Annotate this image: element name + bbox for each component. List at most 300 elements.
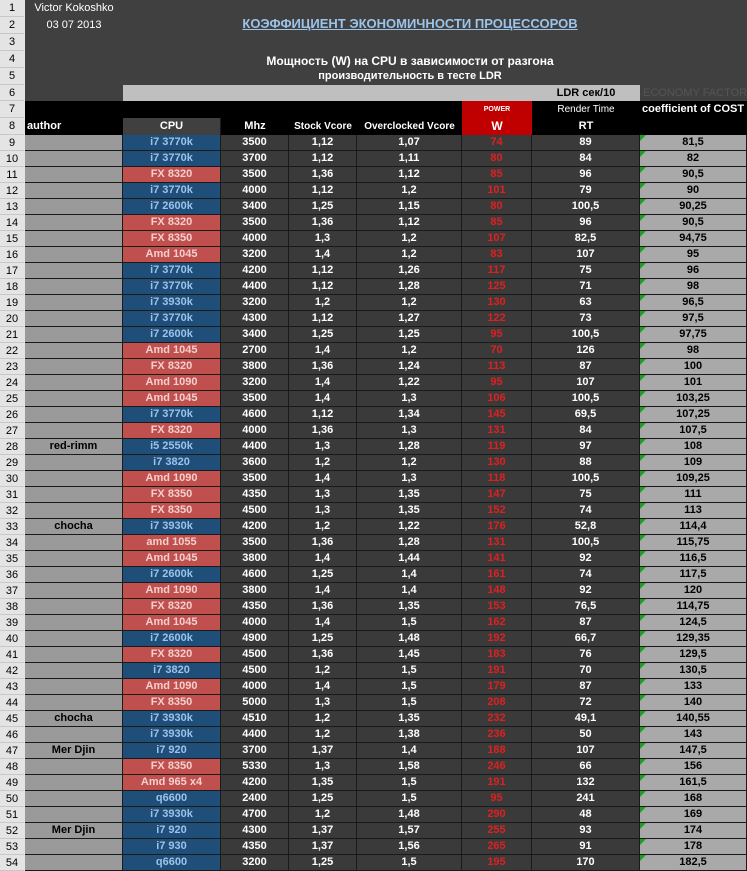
cpu-cell[interactable]: i7 3820	[123, 455, 221, 471]
render-time-cell[interactable]: 82,5	[532, 231, 640, 247]
render-time-cell[interactable]: 87	[532, 359, 640, 375]
cpu-cell[interactable]: q6600	[123, 855, 221, 871]
economy-factor-cell[interactable]	[640, 295, 747, 311]
oc-vcore-cell[interactable]: 1,4	[357, 567, 462, 583]
economy-factor-cell[interactable]	[640, 663, 747, 679]
economy-factor-cell[interactable]	[640, 519, 747, 535]
cpu-cell[interactable]: i7 3930k	[123, 519, 221, 535]
mhz-cell[interactable]: 4000	[221, 183, 289, 199]
row-number[interactable]: 12	[0, 183, 24, 199]
author-cell[interactable]	[25, 311, 123, 327]
mhz-cell[interactable]: 4500	[221, 647, 289, 663]
row-number[interactable]: 5	[0, 68, 24, 85]
cpu-cell[interactable]: FX 8320	[123, 167, 221, 183]
power-cell[interactable]: 95	[462, 375, 532, 391]
mhz-cell[interactable]: 3400	[221, 199, 289, 215]
render-time-cell[interactable]: 75	[532, 263, 640, 279]
render-time-cell[interactable]: 50	[532, 727, 640, 743]
author-cell[interactable]	[25, 199, 123, 215]
cpu-cell[interactable]: Amd 1045	[123, 391, 221, 407]
row-number[interactable]: 4	[0, 51, 24, 68]
mhz-cell[interactable]: 4500	[221, 503, 289, 519]
oc-vcore-cell[interactable]: 1,27	[357, 311, 462, 327]
render-time-cell[interactable]: 91	[532, 839, 640, 855]
mhz-cell[interactable]: 4900	[221, 631, 289, 647]
stock-vcore-cell[interactable]: 1,36	[289, 423, 357, 439]
stock-vcore-cell[interactable]: 1,36	[289, 647, 357, 663]
row-number[interactable]: 3	[0, 34, 24, 51]
power-cell[interactable]: 179	[462, 679, 532, 695]
render-time-cell[interactable]: 52,8	[532, 519, 640, 535]
oc-vcore-cell[interactable]: 1,5	[357, 791, 462, 807]
economy-factor-cell[interactable]	[640, 263, 747, 279]
economy-factor-cell[interactable]	[640, 759, 747, 775]
stock-vcore-cell[interactable]: 1,4	[289, 551, 357, 567]
row-number[interactable]: 24	[0, 375, 24, 391]
stock-vcore-cell[interactable]: 1,37	[289, 839, 357, 855]
cpu-cell[interactable]: i7 3770k	[123, 135, 221, 151]
date-cell[interactable]: 03 07 2013	[25, 17, 123, 34]
power-cell[interactable]: 85	[462, 215, 532, 231]
stock-vcore-cell[interactable]: 1,35	[289, 775, 357, 791]
author-cell[interactable]	[25, 503, 123, 519]
economy-factor-cell[interactable]	[640, 407, 747, 423]
economy-factor-cell[interactable]	[640, 423, 747, 439]
mhz-cell[interactable]: 4350	[221, 487, 289, 503]
oc-vcore-cell[interactable]: 1,28	[357, 279, 462, 295]
stock-vcore-cell[interactable]: 1,36	[289, 535, 357, 551]
render-time-cell[interactable]: 87	[532, 679, 640, 695]
cpu-cell[interactable]: i7 3820	[123, 663, 221, 679]
row-number[interactable]: 2	[0, 17, 24, 34]
render-time-cell[interactable]: 100,5	[532, 327, 640, 343]
stock-vcore-cell[interactable]: 1,12	[289, 151, 357, 167]
author-cell[interactable]	[25, 647, 123, 663]
render-time-cell[interactable]: 48	[532, 807, 640, 823]
cpu-cell[interactable]: i7 3770k	[123, 263, 221, 279]
render-time-cell[interactable]: 66	[532, 759, 640, 775]
cpu-cell[interactable]: i7 3770k	[123, 151, 221, 167]
economy-factor-cell[interactable]	[640, 855, 747, 871]
oc-vcore-cell[interactable]: 1,26	[357, 263, 462, 279]
row-number[interactable]: 42	[0, 663, 24, 679]
oc-vcore-cell[interactable]: 1,24	[357, 359, 462, 375]
render-time-cell[interactable]: 92	[532, 551, 640, 567]
author-cell[interactable]	[25, 471, 123, 487]
author-cell[interactable]	[25, 567, 123, 583]
power-cell[interactable]: 183	[462, 647, 532, 663]
mhz-cell[interactable]: 4400	[221, 279, 289, 295]
cpu-cell[interactable]: i5 2550k	[123, 439, 221, 455]
row-number[interactable]: 20	[0, 311, 24, 327]
mhz-cell[interactable]: 3500	[221, 391, 289, 407]
economy-factor-cell[interactable]	[640, 167, 747, 183]
economy-factor-cell[interactable]	[640, 727, 747, 743]
stock-vcore-cell[interactable]: 1,12	[289, 311, 357, 327]
oc-vcore-cell[interactable]: 1,22	[357, 375, 462, 391]
author-cell[interactable]	[25, 551, 123, 567]
mhz-cell[interactable]: 4350	[221, 599, 289, 615]
cpu-cell[interactable]: q6600	[123, 791, 221, 807]
mhz-cell[interactable]: 5000	[221, 695, 289, 711]
row-number[interactable]: 23	[0, 359, 24, 375]
render-time-cell[interactable]: 100,5	[532, 535, 640, 551]
render-time-cell[interactable]: 72	[532, 695, 640, 711]
oc-vcore-cell[interactable]: 1,4	[357, 743, 462, 759]
mhz-cell[interactable]: 4300	[221, 823, 289, 839]
stock-vcore-cell[interactable]: 1,37	[289, 823, 357, 839]
author-cell[interactable]	[25, 135, 123, 151]
mhz-cell[interactable]: 4510	[221, 711, 289, 727]
mhz-cell[interactable]: 3500	[221, 167, 289, 183]
render-time-label[interactable]: Render Time	[532, 101, 640, 118]
power-cell[interactable]: 85	[462, 167, 532, 183]
stock-vcore-cell[interactable]: 1,3	[289, 487, 357, 503]
author-cell[interactable]	[25, 167, 123, 183]
oc-vcore-cell[interactable]: 1,38	[357, 727, 462, 743]
stock-vcore-cell[interactable]: 1,12	[289, 263, 357, 279]
power-cell[interactable]: 131	[462, 535, 532, 551]
row-number[interactable]: 31	[0, 487, 24, 503]
row-number[interactable]: 11	[0, 167, 24, 183]
author-cell[interactable]	[25, 855, 123, 871]
oc-vcore-cell[interactable]: 1,35	[357, 711, 462, 727]
oc-vcore-cell[interactable]: 1,35	[357, 503, 462, 519]
economy-factor-cell[interactable]	[640, 535, 747, 551]
render-time-cell[interactable]: 132	[532, 775, 640, 791]
author-cell[interactable]	[25, 391, 123, 407]
economy-factor-cell[interactable]	[640, 487, 747, 503]
row-number[interactable]: 39	[0, 615, 24, 631]
power-cell[interactable]: 148	[462, 583, 532, 599]
power-cell[interactable]: 255	[462, 823, 532, 839]
cpu-cell[interactable]: i7 3770k	[123, 279, 221, 295]
render-time-cell[interactable]: 93	[532, 823, 640, 839]
row-number[interactable]: 41	[0, 647, 24, 663]
stock-vcore-cell[interactable]: 1,2	[289, 727, 357, 743]
economy-factor-cell[interactable]	[640, 807, 747, 823]
render-time-cell[interactable]: 66,7	[532, 631, 640, 647]
coefficient-label[interactable]: coefficient of COST	[640, 101, 747, 118]
economy-factor-cell[interactable]	[640, 375, 747, 391]
oc-vcore-cell[interactable]: 1,5	[357, 615, 462, 631]
mhz-cell[interactable]: 5330	[221, 759, 289, 775]
render-time-cell[interactable]: 170	[532, 855, 640, 871]
row-number[interactable]: 26	[0, 407, 24, 423]
author-cell[interactable]	[25, 535, 123, 551]
oc-vcore-cell[interactable]: 1,22	[357, 519, 462, 535]
power-small-label[interactable]: POWER	[462, 101, 532, 118]
col-header-mhz[interactable]: Mhz	[221, 118, 289, 135]
author-cell[interactable]	[25, 727, 123, 743]
author-cell[interactable]	[25, 375, 123, 391]
row-number[interactable]: 36	[0, 567, 24, 583]
oc-vcore-cell[interactable]: 1,12	[357, 167, 462, 183]
render-time-cell[interactable]: 70	[532, 663, 640, 679]
stock-vcore-cell[interactable]: 1,36	[289, 167, 357, 183]
economy-factor-cell[interactable]	[640, 615, 747, 631]
economy-factor-cell[interactable]	[640, 599, 747, 615]
power-cell[interactable]: 119	[462, 439, 532, 455]
author-cell[interactable]: Mer Djin	[25, 743, 123, 759]
oc-vcore-cell[interactable]: 1,11	[357, 151, 462, 167]
render-time-cell[interactable]: 96	[532, 215, 640, 231]
mhz-cell[interactable]: 4000	[221, 231, 289, 247]
render-time-cell[interactable]: 100,5	[532, 199, 640, 215]
cpu-cell[interactable]: Amd 1090	[123, 471, 221, 487]
oc-vcore-cell[interactable]: 1,35	[357, 599, 462, 615]
row-number[interactable]: 40	[0, 631, 24, 647]
col-header-stock[interactable]: Stock Vcore	[289, 118, 357, 135]
oc-vcore-cell[interactable]: 1,2	[357, 295, 462, 311]
row-number[interactable]: 14	[0, 215, 24, 231]
oc-vcore-cell[interactable]: 1,5	[357, 695, 462, 711]
author-cell[interactable]	[25, 487, 123, 503]
row-number[interactable]: 7	[0, 101, 24, 118]
economy-factor-cell[interactable]	[640, 679, 747, 695]
economy-factor-cell[interactable]	[640, 791, 747, 807]
stock-vcore-cell[interactable]: 1,4	[289, 615, 357, 631]
row-number[interactable]: 21	[0, 327, 24, 343]
stock-vcore-cell[interactable]: 1,12	[289, 135, 357, 151]
power-cell[interactable]: 188	[462, 743, 532, 759]
row-number[interactable]: 10	[0, 151, 24, 167]
power-cell[interactable]: 145	[462, 407, 532, 423]
render-time-cell[interactable]: 97	[532, 439, 640, 455]
power-cell[interactable]: 232	[462, 711, 532, 727]
mhz-cell[interactable]: 3400	[221, 327, 289, 343]
power-cell[interactable]: 125	[462, 279, 532, 295]
stock-vcore-cell[interactable]: 1,4	[289, 679, 357, 695]
row-number[interactable]: 33	[0, 519, 24, 535]
author-cell[interactable]	[25, 359, 123, 375]
cpu-cell[interactable]: FX 8320	[123, 215, 221, 231]
mhz-cell[interactable]: 3200	[221, 295, 289, 311]
mhz-cell[interactable]: 2400	[221, 791, 289, 807]
row-number[interactable]: 48	[0, 759, 24, 775]
mhz-cell[interactable]: 4300	[221, 311, 289, 327]
economy-factor-cell[interactable]	[640, 391, 747, 407]
mhz-cell[interactable]: 4400	[221, 727, 289, 743]
render-time-cell[interactable]: 100,5	[532, 471, 640, 487]
power-cell[interactable]: 101	[462, 183, 532, 199]
row-number[interactable]: 27	[0, 423, 24, 439]
economy-factor-cell[interactable]	[640, 583, 747, 599]
economy-factor-cell[interactable]	[640, 359, 747, 375]
oc-vcore-cell[interactable]: 1,57	[357, 823, 462, 839]
row-number[interactable]: 38	[0, 599, 24, 615]
author-cell[interactable]	[25, 423, 123, 439]
author-cell[interactable]	[25, 599, 123, 615]
author-name-cell[interactable]: Victor Kokoshko	[25, 0, 123, 17]
cpu-cell[interactable]: FX 8320	[123, 647, 221, 663]
author-cell[interactable]	[25, 679, 123, 695]
economy-factor-cell[interactable]	[640, 647, 747, 663]
author-cell[interactable]: chocha	[25, 519, 123, 535]
author-cell[interactable]	[25, 663, 123, 679]
stock-vcore-cell[interactable]: 1,3	[289, 695, 357, 711]
cpu-cell[interactable]: FX 8320	[123, 359, 221, 375]
economy-factor-cell[interactable]	[640, 247, 747, 263]
stock-vcore-cell[interactable]: 1,4	[289, 375, 357, 391]
stock-vcore-cell[interactable]: 1,25	[289, 791, 357, 807]
stock-vcore-cell[interactable]: 1,3	[289, 231, 357, 247]
author-cell[interactable]	[25, 215, 123, 231]
cpu-cell[interactable]: FX 8320	[123, 599, 221, 615]
oc-vcore-cell[interactable]: 1,2	[357, 455, 462, 471]
mhz-cell[interactable]: 3200	[221, 247, 289, 263]
stock-vcore-cell[interactable]: 1,2	[289, 807, 357, 823]
stock-vcore-cell[interactable]: 1,3	[289, 759, 357, 775]
render-time-cell[interactable]: 74	[532, 567, 640, 583]
mhz-cell[interactable]: 4600	[221, 407, 289, 423]
render-time-cell[interactable]: 71	[532, 279, 640, 295]
mhz-cell[interactable]: 4200	[221, 519, 289, 535]
render-time-cell[interactable]: 87	[532, 615, 640, 631]
oc-vcore-cell[interactable]: 1,2	[357, 183, 462, 199]
row-number[interactable]: 52	[0, 823, 24, 839]
mhz-cell[interactable]: 4000	[221, 615, 289, 631]
cpu-cell[interactable]: i7 920	[123, 743, 221, 759]
power-cell[interactable]: 141	[462, 551, 532, 567]
author-cell[interactable]: red-rimm	[25, 439, 123, 455]
mhz-cell[interactable]: 3500	[221, 535, 289, 551]
mhz-cell[interactable]: 3500	[221, 135, 289, 151]
oc-vcore-cell[interactable]: 1,28	[357, 535, 462, 551]
stock-vcore-cell[interactable]: 1,25	[289, 199, 357, 215]
stock-vcore-cell[interactable]: 1,4	[289, 391, 357, 407]
row-number[interactable]: 43	[0, 679, 24, 695]
cpu-cell[interactable]: i7 930	[123, 839, 221, 855]
power-cell[interactable]: 130	[462, 295, 532, 311]
render-time-cell[interactable]: 69,5	[532, 407, 640, 423]
subtitle-ldr[interactable]: производительность в тесте LDR	[318, 70, 502, 82]
economy-factor-cell[interactable]	[640, 151, 747, 167]
economy-factor-cell[interactable]	[640, 343, 747, 359]
author-cell[interactable]	[25, 839, 123, 855]
power-cell[interactable]: 153	[462, 599, 532, 615]
cpu-cell[interactable]: i7 3770k	[123, 311, 221, 327]
oc-vcore-cell[interactable]: 1,25	[357, 327, 462, 343]
mhz-cell[interactable]: 3800	[221, 583, 289, 599]
render-time-cell[interactable]: 107	[532, 247, 640, 263]
stock-vcore-cell[interactable]: 1,25	[289, 631, 357, 647]
col-header-cpu[interactable]: CPU	[123, 118, 221, 135]
oc-vcore-cell[interactable]: 1,3	[357, 391, 462, 407]
row-number[interactable]: 44	[0, 695, 24, 711]
author-cell[interactable]	[25, 327, 123, 343]
cpu-cell[interactable]: i7 3770k	[123, 183, 221, 199]
oc-vcore-cell[interactable]: 1,4	[357, 583, 462, 599]
render-time-cell[interactable]: 89	[532, 135, 640, 151]
mhz-cell[interactable]: 2700	[221, 343, 289, 359]
author-cell[interactable]: Mer Djin	[25, 823, 123, 839]
row-number[interactable]: 16	[0, 247, 24, 263]
author-cell[interactable]	[25, 263, 123, 279]
economy-factor-cell[interactable]	[640, 711, 747, 727]
row-number[interactable]: 13	[0, 199, 24, 215]
cpu-cell[interactable]: i7 3930k	[123, 807, 221, 823]
stock-vcore-cell[interactable]: 1,25	[289, 327, 357, 343]
render-time-cell[interactable]: 73	[532, 311, 640, 327]
mhz-cell[interactable]: 4600	[221, 567, 289, 583]
economy-factor-label[interactable]: ECONOMY FACTOR	[640, 85, 747, 101]
power-cell[interactable]: 176	[462, 519, 532, 535]
mhz-cell[interactable]: 4200	[221, 263, 289, 279]
cpu-cell[interactable]: i7 3930k	[123, 711, 221, 727]
economy-factor-cell[interactable]	[640, 471, 747, 487]
subtitle[interactable]: Мощность (W) на CPU в зависимости от разгона	[266, 54, 554, 68]
stock-vcore-cell[interactable]: 1,3	[289, 503, 357, 519]
power-cell[interactable]: 265	[462, 839, 532, 855]
economy-factor-cell[interactable]	[640, 775, 747, 791]
power-cell[interactable]: 195	[462, 855, 532, 871]
mhz-cell[interactable]: 3200	[221, 855, 289, 871]
oc-vcore-cell[interactable]: 1,5	[357, 775, 462, 791]
power-cell[interactable]: 118	[462, 471, 532, 487]
economy-factor-cell[interactable]	[640, 839, 747, 855]
economy-factor-cell[interactable]	[640, 279, 747, 295]
render-time-cell[interactable]: 107	[532, 375, 640, 391]
power-cell[interactable]: 192	[462, 631, 532, 647]
cpu-cell[interactable]: i7 3930k	[123, 727, 221, 743]
author-cell[interactable]	[25, 615, 123, 631]
stock-vcore-cell[interactable]: 1,4	[289, 471, 357, 487]
row-number[interactable]: 51	[0, 807, 24, 823]
oc-vcore-cell[interactable]: 1,35	[357, 487, 462, 503]
cpu-cell[interactable]: i7 2600k	[123, 327, 221, 343]
author-cell[interactable]	[25, 807, 123, 823]
cpu-cell[interactable]: Amd 965 x4	[123, 775, 221, 791]
cpu-cell[interactable]: i7 3770k	[123, 407, 221, 423]
row-number[interactable]: 25	[0, 391, 24, 407]
cpu-cell[interactable]: Amd 1045	[123, 551, 221, 567]
cpu-cell[interactable]: FX 8350	[123, 695, 221, 711]
cpu-cell[interactable]: i7 920	[123, 823, 221, 839]
render-time-cell[interactable]: 92	[532, 583, 640, 599]
row-number[interactable]: 35	[0, 551, 24, 567]
row-number[interactable]: 47	[0, 743, 24, 759]
power-cell[interactable]: 130	[462, 455, 532, 471]
row-number[interactable]: 17	[0, 263, 24, 279]
row-number[interactable]: 1	[0, 0, 24, 17]
economy-factor-cell[interactable]	[640, 135, 747, 151]
col-header-w[interactable]: W	[462, 118, 532, 135]
oc-vcore-cell[interactable]: 1,3	[357, 423, 462, 439]
page-title[interactable]: КОЭФФИЦИЕНТ ЭКОНОМИЧНОСТИ ПРОЦЕССОРОВ	[242, 16, 578, 31]
power-cell[interactable]: 83	[462, 247, 532, 263]
power-cell[interactable]: 95	[462, 791, 532, 807]
mhz-cell[interactable]: 3800	[221, 359, 289, 375]
render-time-cell[interactable]: 74	[532, 503, 640, 519]
mhz-cell[interactable]: 3700	[221, 151, 289, 167]
row-number[interactable]: 22	[0, 343, 24, 359]
row-number[interactable]: 50	[0, 791, 24, 807]
stock-vcore-cell[interactable]: 1,12	[289, 407, 357, 423]
power-cell[interactable]: 80	[462, 199, 532, 215]
economy-factor-cell[interactable]	[640, 455, 747, 471]
render-time-cell[interactable]: 96	[532, 167, 640, 183]
row-number[interactable]: 37	[0, 583, 24, 599]
oc-vcore-cell[interactable]: 1,34	[357, 407, 462, 423]
stock-vcore-cell[interactable]: 1,36	[289, 359, 357, 375]
render-time-cell[interactable]: 84	[532, 423, 640, 439]
row-number[interactable]: 19	[0, 295, 24, 311]
power-cell[interactable]: 161	[462, 567, 532, 583]
row-number[interactable]: 49	[0, 775, 24, 791]
power-cell[interactable]: 113	[462, 359, 532, 375]
power-cell[interactable]: 290	[462, 807, 532, 823]
